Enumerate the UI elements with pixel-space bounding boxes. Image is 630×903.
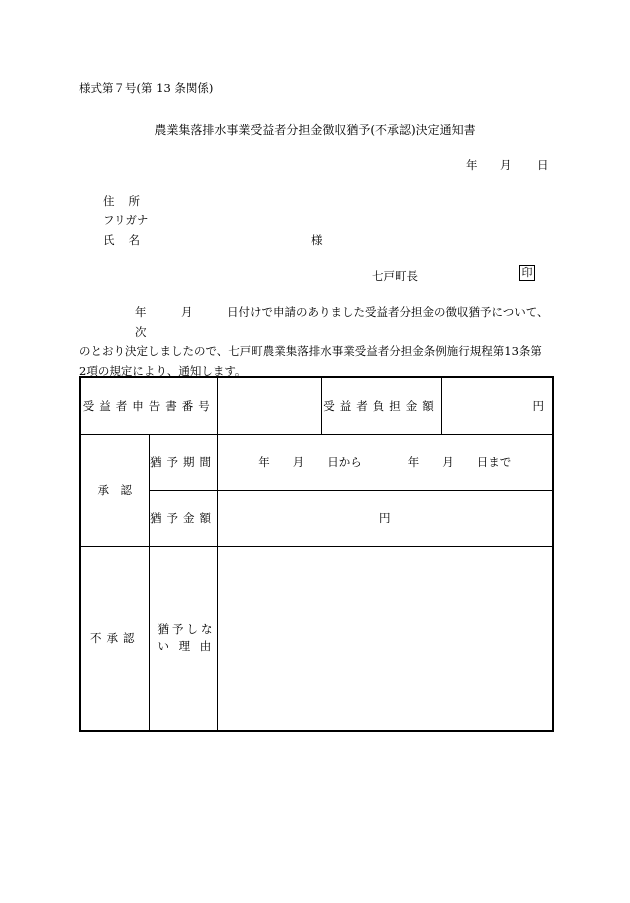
rejection-reason-field[interactable] — [217, 546, 553, 731]
burden-amount-label: 受益者負担金額 — [321, 377, 441, 434]
notice-year: 年 — [135, 305, 147, 319]
approval-label: 承 認 — [80, 434, 149, 546]
date-year-label: 年 — [466, 158, 478, 172]
seal-mark: 印 — [519, 265, 535, 281]
mayor-label: 七戸町長 — [372, 269, 418, 283]
date-month-label: 月 — [500, 158, 512, 172]
document-title: 農業集落排水事業受益者分担金徴収猶予(不承認)決定通知書 — [154, 123, 476, 137]
notice-body — [79, 303, 549, 381]
report-number-field[interactable] — [217, 377, 321, 434]
deferral-period-label: 猶予期間 — [149, 434, 217, 490]
report-number-label: 受益者申告書番号 — [80, 377, 217, 434]
form-number: 様式第７号(第 13 条関係) — [79, 81, 214, 95]
deferral-amount-field[interactable] — [217, 490, 553, 546]
deferral-period-field[interactable] — [217, 434, 553, 490]
furigana-label: フリガナ — [103, 213, 149, 227]
reason-label-line-2: い 理 由 — [157, 639, 215, 654]
deferral-amount-label: 猶予金額 — [149, 490, 217, 546]
notice-line-3: 2項の規定により、通知します。 — [79, 363, 247, 378]
burden-amount-field[interactable] — [441, 377, 553, 434]
deferral-period-text: 年 月 日から 年 月 日まで — [258, 455, 512, 469]
notice-line-1 — [79, 303, 549, 342]
name-label: 氏名 — [103, 233, 154, 247]
notice-month: 月 — [181, 305, 193, 319]
deferral-amount-yen-unit: 円 — [379, 511, 391, 525]
honorific-label: 様 — [311, 233, 323, 247]
burden-yen-unit: 円 — [532, 398, 544, 413]
notice-line-1-rest: 日付けで申請のありました受益者分担金の徴収猶予について、次 — [135, 305, 549, 339]
rejection-reason-label — [149, 546, 217, 731]
date-day-label: 日 — [537, 158, 549, 172]
notice-line-2: のとおり決定しましたので、七戸町農業集落排水事業受益者分担金条例施行規程第13条第 — [79, 344, 542, 358]
address-label: 住所 — [103, 194, 154, 208]
decision-table — [79, 376, 554, 732]
rejection-label: 不承認 — [80, 546, 149, 731]
reason-label-line-1: 猶予しな — [157, 622, 216, 637]
